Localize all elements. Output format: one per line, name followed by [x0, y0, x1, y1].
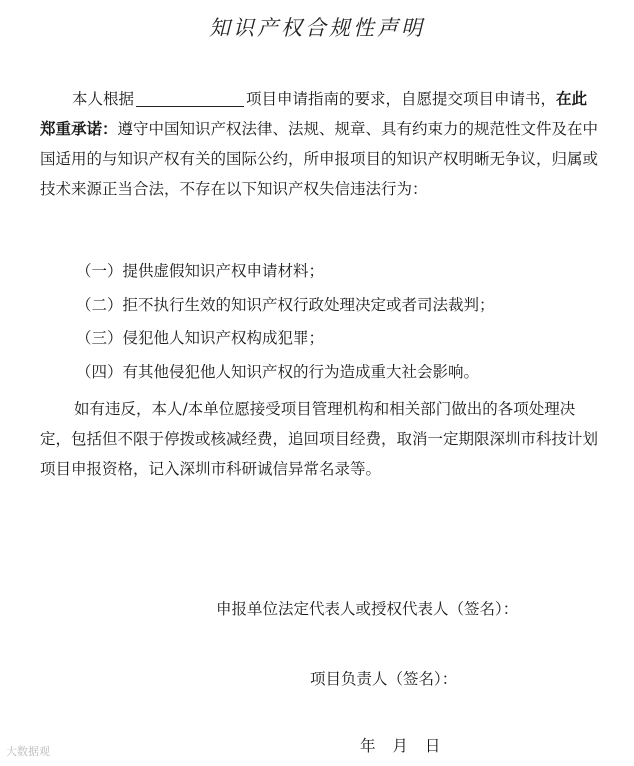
- legal-representative-signature-label: 申报单位法定代表人或授权代表人（签名）：: [216, 600, 519, 618]
- violation-item-1: （一）提供虚假知识产权申请材料；: [76, 262, 325, 280]
- violation-item-2: （二）拒不执行生效的知识产权行政处理决定或者司法裁判；: [76, 296, 495, 314]
- watermark-logo: 大数据观: [6, 745, 50, 758]
- document-title: 知识产权合规性声明: [209, 16, 425, 40]
- paragraph-compliance: 遵守中国知识产权法律、法规、规章、具有约束力的规范性文件及在中国适用的与知识产权有关的国际公约，所申报项目的知识产权明晰无争议，归属或技术来源正当合法，不存在以下知识产权失信违法行为：: [40, 120, 599, 198]
- paragraph-intro: 本人根据: [72, 90, 135, 108]
- commitment-emphasis: 在此郑重承诺：: [40, 89, 588, 138]
- consequence-paragraph: 如有违反，本人/本单位愿接受项目管理机构和相关部门做出的各项处理决定，包括但不限于停拨或核减经费，追回项目经费，取消一定期限深圳市科技计划项目申报资格，记入深圳市科研诚信异常名录等。: [40, 400, 599, 478]
- project-name-blank[interactable]: [136, 86, 244, 107]
- date-line: 年 月 日: [360, 737, 441, 755]
- commitment-paragraph: [40, 84, 600, 204]
- violation-item-4: （四）有其他侵犯他人知识产权的行为造成重大社会影响。: [76, 363, 480, 381]
- paragraph-requirement: 项目申请指南的要求，自愿提交项目申请书，: [246, 90, 557, 108]
- violation-item-3: （三）侵犯他人知识产权构成犯罪；: [76, 329, 325, 347]
- project-lead-signature-label: 项目负责人（签名）：: [310, 670, 458, 688]
